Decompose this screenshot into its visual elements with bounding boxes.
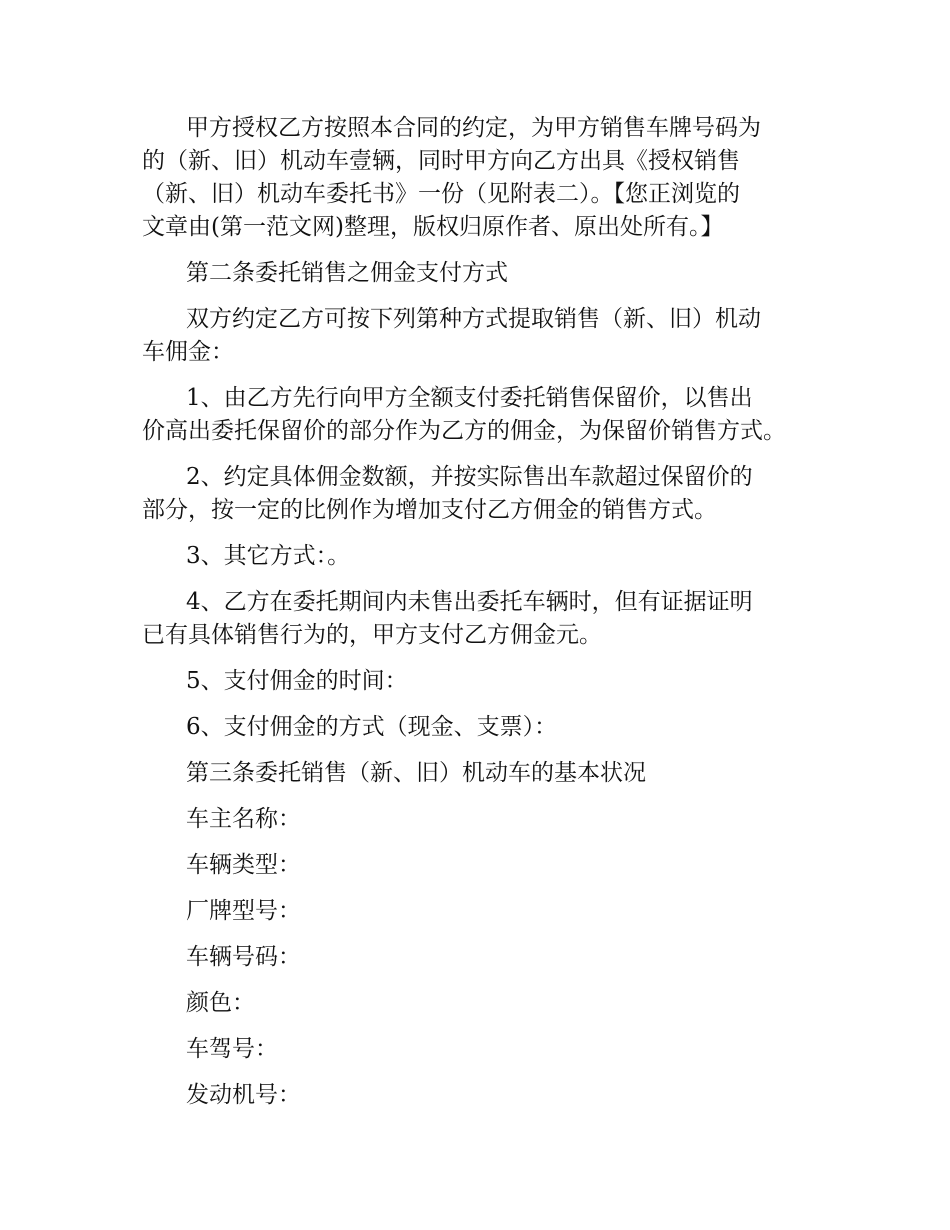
- text-line: 甲方授权乙方按照本合同的约定，为甲方销售车牌号码为: [186, 115, 761, 141]
- text-line: 文章由(第一范文网)整理，版权归原作者、原出处所有。】: [142, 214, 724, 240]
- text-line: 1、由乙方先行向甲方全额支付委托销售保留价，以售出: [186, 385, 753, 411]
- text-line: 2、约定具体佣金数额，并按实际售出车款超过保留价的: [186, 464, 753, 490]
- field-owner-name: 车主名称：: [186, 806, 301, 832]
- text-line: 车佣金：: [142, 339, 234, 365]
- field-vehicle-type: 车辆类型：: [186, 852, 301, 878]
- text-line: 的（新、旧）机动车壹辆，同时甲方向乙方出具《授权销售: [142, 148, 740, 174]
- text-line: 部分，按一定的比例作为增加支付乙方佣金的销售方式。: [142, 497, 717, 523]
- text-line: 价高出委托保留价的部分作为乙方的佣金，为保留价销售方式。: [142, 418, 786, 444]
- paragraph-item-2: [142, 461, 832, 527]
- field-chassis-number: 车驾号：: [186, 1036, 278, 1062]
- paragraph-item-1: [142, 382, 832, 448]
- paragraph-commission-agreement: [142, 303, 832, 369]
- field-brand-model: 厂牌型号：: [186, 898, 301, 924]
- text-line: 双方约定乙方可按下列第种方式提取销售（新、旧）机动: [186, 306, 761, 332]
- section-heading-commission: 第二条委托销售之佣金支付方式: [186, 260, 508, 286]
- paragraph-item-5: 5、支付佣金的时间：: [186, 668, 408, 694]
- field-color: 颜色：: [186, 990, 255, 1016]
- field-vehicle-number: 车辆号码：: [186, 944, 301, 970]
- document-page: [142, 112, 832, 1125]
- paragraph-item-4: [142, 586, 832, 652]
- paragraph-item-3: 3、其它方式：。: [186, 543, 351, 569]
- text-line: 已有具体销售行为的，甲方支付乙方佣金元。: [142, 622, 602, 648]
- paragraph-authorization: [142, 112, 832, 244]
- paragraph-item-6: 6、支付佣金的方式（现金、支票）：: [186, 714, 558, 740]
- text-line: （新、旧）机动车委托书》一份（见附表二）。【您正浏览的: [142, 181, 740, 207]
- section-heading-vehicle-status: 第三条委托销售（新、旧）机动车的基本状况: [186, 760, 646, 786]
- text-line: 4、乙方在委托期间内未售出委托车辆时，但有证据证明: [186, 589, 753, 615]
- field-engine-number: 发动机号：: [186, 1082, 301, 1108]
